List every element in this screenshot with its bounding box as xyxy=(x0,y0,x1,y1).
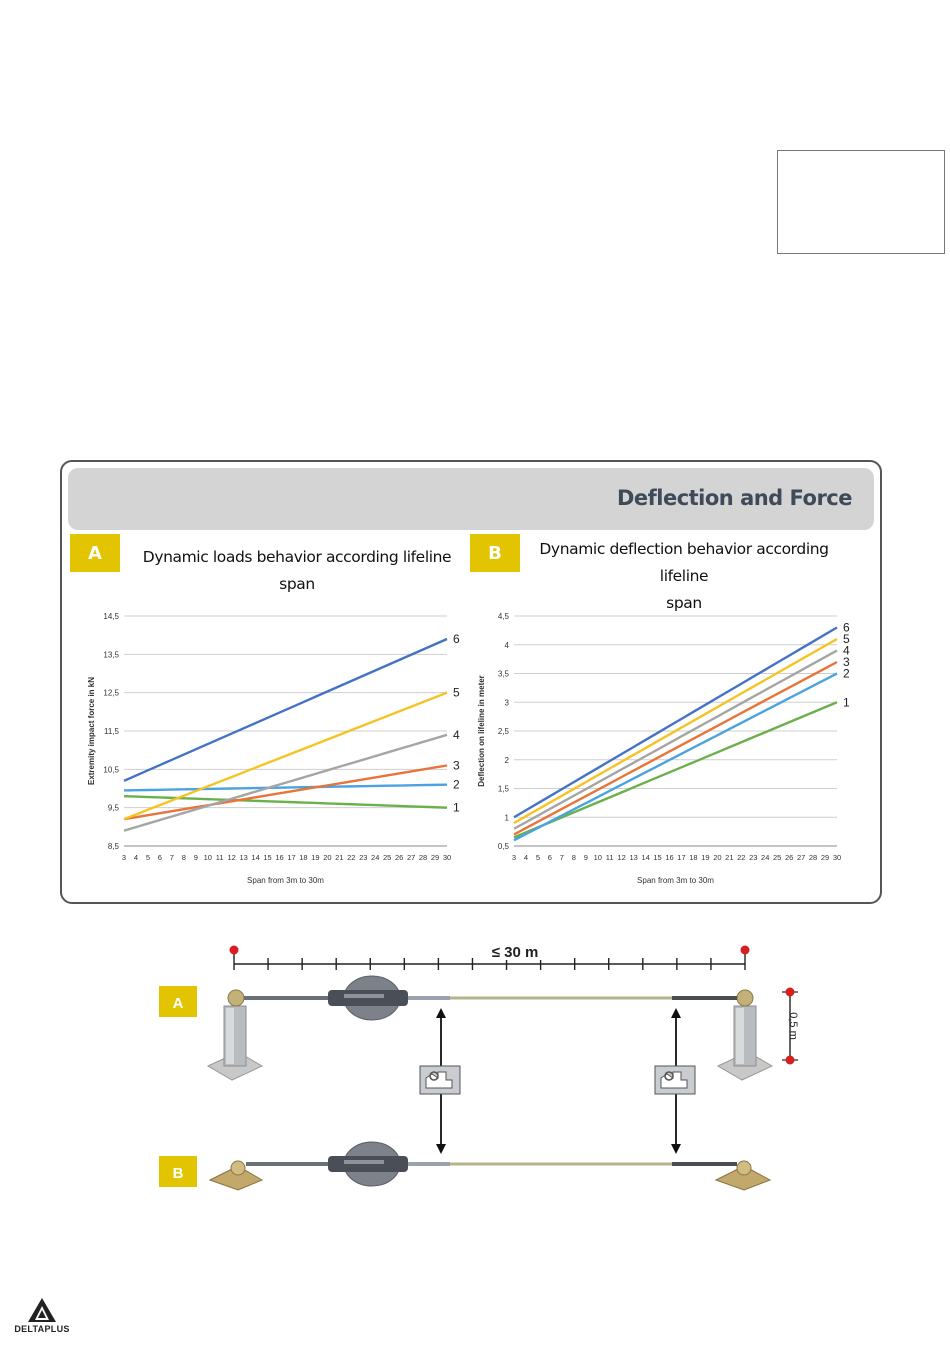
x-tick-label: 6 xyxy=(157,853,162,862)
series-5-label: 5 xyxy=(843,632,850,646)
x-tick-label: 21 xyxy=(335,853,344,862)
y-tick-label: 12,5 xyxy=(103,688,119,698)
height-label: 0,5 m xyxy=(787,1012,799,1040)
y-tick-label: 2,5 xyxy=(497,727,509,736)
x-tick-label: 22 xyxy=(737,853,746,862)
x-tick-label: 16 xyxy=(275,853,284,862)
ruler-end-marker xyxy=(741,946,750,955)
x-tick-label: 27 xyxy=(796,853,806,862)
x-tick-label: 14 xyxy=(251,853,260,862)
y-axis-label: Deflection on lifeline in meter xyxy=(477,675,486,787)
x-tick-label: 7 xyxy=(169,853,174,862)
y-tick-label: 8,5 xyxy=(107,842,119,851)
x-tick-label: 13 xyxy=(629,853,638,862)
row-a-badge-label: A xyxy=(172,995,184,1012)
x-tick-label: 25 xyxy=(773,853,782,862)
x-tick-label: 15 xyxy=(653,853,662,862)
x-tick-label: 18 xyxy=(299,853,308,862)
x-tick-label: 6 xyxy=(547,853,552,862)
series-4-label: 4 xyxy=(843,643,850,658)
conversion-arrows xyxy=(420,1008,695,1154)
x-tick-label: 15 xyxy=(263,853,272,862)
row-b-badge-label: B xyxy=(172,1165,184,1182)
x-tick-label: 29 xyxy=(430,853,440,862)
series-2-line xyxy=(124,785,447,791)
x-tick-label: 28 xyxy=(808,853,818,862)
x-tick-label: 30 xyxy=(832,853,842,862)
x-tick-label: 23 xyxy=(359,853,368,862)
x-tick-label: 5 xyxy=(145,853,151,862)
deltaplus-logo xyxy=(2,1296,82,1338)
x-tick-label: 10 xyxy=(593,853,602,862)
x-tick-label: 9 xyxy=(193,853,198,862)
series-4-line xyxy=(124,735,447,831)
delta-triangle-icon xyxy=(2,1296,82,1326)
section-banner xyxy=(68,468,874,530)
x-tick-label: 29 xyxy=(820,853,830,862)
x-tick-label: 25 xyxy=(383,853,392,862)
x-tick-label: 12 xyxy=(617,853,626,862)
y-tick-label: 9,5 xyxy=(107,803,119,813)
height-marker xyxy=(786,988,795,997)
x-tick-label: 8 xyxy=(571,853,576,862)
x-tick-label: 3 xyxy=(121,853,127,862)
series-2-line xyxy=(514,674,837,841)
logo-text: DELTAPLUS xyxy=(14,1324,70,1334)
x-tick-label: 13 xyxy=(239,853,248,862)
span-ruler xyxy=(230,940,750,970)
badge-a: A xyxy=(70,534,120,572)
y-tick-label: 11,5 xyxy=(104,727,119,736)
blank-frame xyxy=(777,150,945,254)
x-tick-label: 20 xyxy=(323,853,332,862)
x-tick-label: 19 xyxy=(701,853,710,862)
x-tick-label: 20 xyxy=(713,853,722,862)
wrench-icon xyxy=(420,1066,460,1094)
y-tick-label: 13,5 xyxy=(103,650,119,660)
x-tick-label: 26 xyxy=(784,853,794,862)
series-1-label: 1 xyxy=(453,800,460,815)
y-tick-label: 4,5 xyxy=(497,612,509,621)
series-2-label: 2 xyxy=(453,777,460,792)
series-1-line xyxy=(124,796,447,808)
y-tick-label: 0,5 xyxy=(497,842,509,851)
x-tick-label: 11 xyxy=(605,853,614,862)
x-tick-label: 23 xyxy=(749,853,758,862)
x-tick-label: 10 xyxy=(203,853,212,862)
x-tick-label: 28 xyxy=(418,853,428,862)
series-1-label: 1 xyxy=(843,695,850,710)
x-tick-label: 24 xyxy=(761,853,770,862)
series-5-line xyxy=(124,693,447,820)
x-tick-label: 5 xyxy=(535,853,541,862)
height-marker xyxy=(786,1056,795,1065)
chart-a xyxy=(82,602,482,902)
series-3-label: 3 xyxy=(453,758,460,773)
chart-a-title: Dynamic loads behavior according lifeline span xyxy=(142,548,452,593)
x-tick-label: 26 xyxy=(394,853,404,862)
y-tick-label: 2 xyxy=(504,755,509,765)
section-title: Deflection and Force xyxy=(616,486,852,510)
x-tick-label: 8 xyxy=(181,853,186,862)
badge-b: B xyxy=(470,534,520,572)
y-tick-label: 10,5 xyxy=(103,765,119,775)
x-tick-label: 19 xyxy=(311,853,320,862)
series-4-line xyxy=(514,651,837,829)
x-tick-label: 14 xyxy=(641,853,650,862)
x-tick-label: 22 xyxy=(347,853,356,862)
x-tick-label: 7 xyxy=(559,853,564,862)
y-axis-label: Extremity impact force in kN xyxy=(87,676,96,786)
x-tick-label: 4 xyxy=(523,853,529,862)
x-tick-label: 4 xyxy=(133,853,139,862)
series-6-line xyxy=(124,639,447,781)
y-tick-label: 1 xyxy=(504,813,509,823)
x-tick-label: 3 xyxy=(511,853,517,862)
y-tick-label: 3,5 xyxy=(497,669,509,679)
series-3-line xyxy=(514,662,837,835)
x-tick-label: 17 xyxy=(677,853,686,862)
lifeline-row-a xyxy=(159,976,799,1080)
x-tick-label: 17 xyxy=(287,853,296,862)
series-2-label: 2 xyxy=(843,666,850,681)
x-tick-label: 24 xyxy=(371,853,380,862)
y-tick-label: 4 xyxy=(504,640,509,650)
x-tick-label: 12 xyxy=(227,853,236,862)
ruler-end-marker xyxy=(230,946,239,955)
series-5-label: 5 xyxy=(453,685,460,700)
x-axis-label: Span from 3m to 30m xyxy=(247,876,324,885)
series-3-line xyxy=(124,766,447,820)
lifeline-diagram xyxy=(0,930,950,1230)
x-tick-label: 11 xyxy=(215,853,224,862)
series-6-label: 6 xyxy=(843,620,850,635)
y-tick-label: 3 xyxy=(504,698,509,708)
chart-b xyxy=(472,602,872,902)
wrench-icon xyxy=(655,1066,695,1094)
series-3-label: 3 xyxy=(843,655,850,669)
y-tick-label: 1,5 xyxy=(497,784,509,794)
series-4-label: 4 xyxy=(453,727,460,742)
x-tick-label: 18 xyxy=(689,853,698,862)
x-tick-label: 27 xyxy=(406,853,416,862)
series-6-label: 6 xyxy=(453,632,460,646)
x-axis-label: Span from 3m to 30m xyxy=(637,876,714,885)
x-tick-label: 9 xyxy=(583,853,588,862)
chart-b-title-line1: Dynamic deflection behavior according lifeline xyxy=(539,540,829,585)
x-tick-label: 21 xyxy=(725,853,734,862)
x-tick-label: 30 xyxy=(442,853,452,862)
x-tick-label: 16 xyxy=(665,853,674,862)
span-label: ≤ 30 m xyxy=(491,944,539,961)
deflection-force-panel xyxy=(60,460,882,904)
chart-b-title-line2: span xyxy=(666,594,702,612)
y-tick-label: 14,5 xyxy=(103,612,119,621)
